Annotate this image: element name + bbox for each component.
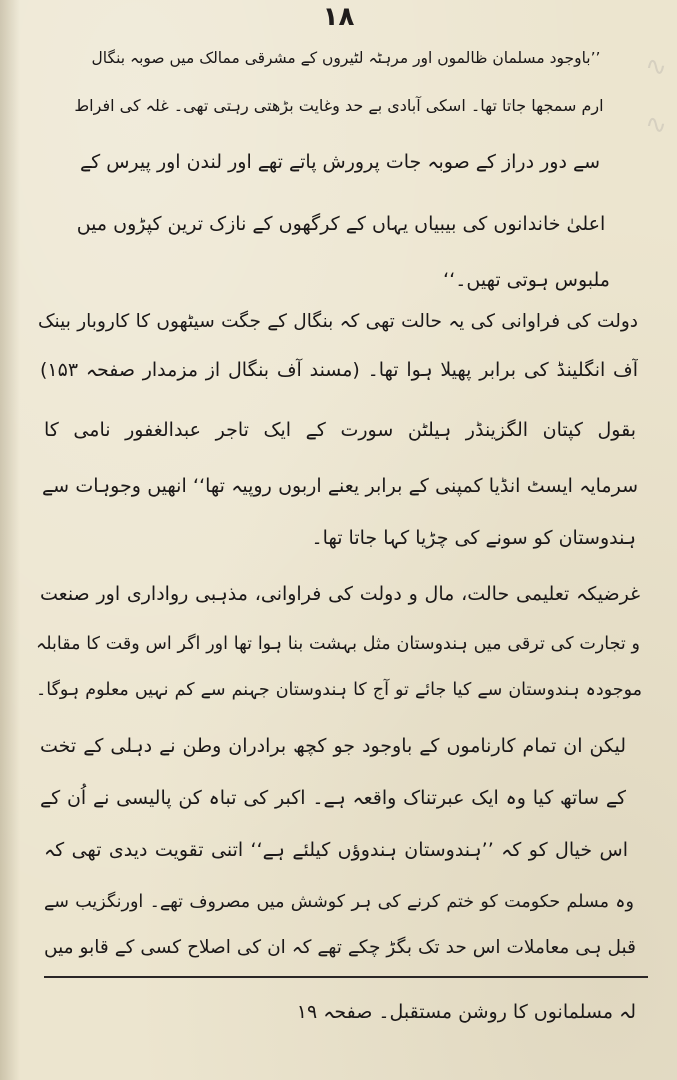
ink-bleed-through: ∿ [645, 52, 667, 82]
quote-line: سے دور دراز کے صوبہ جات پرورش پاتے تھے اور لندن اور پیرس کے [79, 151, 600, 173]
body-line: بقول کپتان الگزینڈر ہیلٹن سورت کے ایک تاجر عبدالغفور نامی کا [44, 419, 636, 441]
body-line: موجودہ ہندوستان سے کیا جائے تو آج کا ہندوستان جہنم سے کم نہیں معلوم ہوگا۔ [36, 680, 642, 700]
body-line: سرمایہ ایسٹ انڈیا کمپنی کے برابر یعنے اربوں روپیہ تھا‘‘ انھیں وجوہات سے [42, 475, 638, 497]
body-line: آف انگلینڈ کی برابر پھیلا ہوا تھا۔ (مسند آف بنگال از مزمدار صفحہ ۱۵۳) [40, 359, 638, 381]
body-line: لیکن ان تمام کارناموں کے باوجود جو کچھ برادران وطن نے دہلی کے تخت [40, 735, 626, 757]
body-line: وہ مسلم حکومت کو ختم کرنے کی ہر کوشش میں مصروف تھے۔ اورنگزیب سے [44, 892, 634, 912]
footnote-divider [44, 976, 648, 978]
quote-line: ارم سمجھا جاتا تھا۔ اسکی آبادی بے حد وغایت بڑھتی رہتی تھی۔ غلہ کی افراط [74, 96, 604, 115]
body-line: و تجارت کی ترقی میں ہندوستان مثل بہشت بنا ہوا تھا اور اگر اس وقت کا مقابلہ [36, 634, 640, 654]
footnote: لہ مسلمانوں کا روشن مستقبل۔ صفحہ ۱۹ [296, 1001, 636, 1023]
body-line: دولت کی فراوانی کی یہ حالت تھی کہ بنگال کے جگت سیٹھوں کا کاروبار بینک [38, 311, 638, 332]
page-edge-shadow [0, 0, 20, 1080]
body-line: اس خیال کو کہ ’’ہندوستان ہندوؤں کیلئے ہے‘‘ اتنی تقویت دیدی تھی کہ [44, 839, 628, 861]
body-line: غرضیکہ تعلیمی حالت، مال و دولت کی فراوانی، مذہبی رواداری اور صنعت [40, 583, 640, 605]
quote-line: اعلیٰ خاندانوں کی بیبیاں یہاں کے کرگھوں کے نازک ترین کپڑوں میں [76, 213, 606, 235]
body-line: کے ساتھ کیا وہ ایک عبرتناک واقعہ ہے۔ اکبر کی تباہ کن پالیسی نے اُن کے [40, 787, 626, 809]
quote-line: ملبوس ہوتی تھیں۔‘‘ [443, 269, 610, 291]
page-number: ۱۸ [322, 2, 355, 32]
body-line: قبل ہی معاملات اس حد تک بگڑ چکے تھے کہ ان کی اصلاح کسی کے قابو میں [44, 937, 636, 958]
ink-bleed-through: ∿ [645, 110, 667, 140]
body-line: ہندوستان کو سونے کی چڑیا کہا جاتا تھا۔ [311, 527, 636, 549]
quote-line: ’’باوجود مسلمان ظالموں اور مرہٹہ لٹیروں کے مشرقی ممالک میں صوبہ بنگال [91, 49, 601, 67]
